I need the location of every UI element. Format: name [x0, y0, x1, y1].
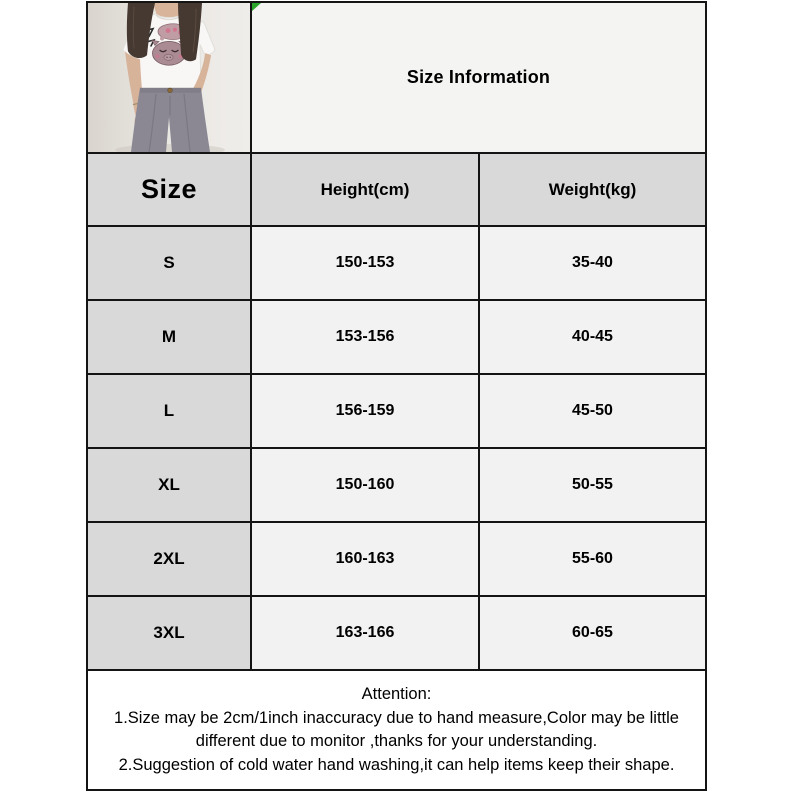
- size-information-title-cell: [251, 2, 706, 153]
- top-row: [87, 2, 706, 153]
- attention-heading: Attention:: [361, 685, 432, 703]
- model-photo-cell: [87, 2, 251, 153]
- size-chart-table: [86, 1, 707, 791]
- table-row: [87, 374, 706, 448]
- size-label: S: [87, 226, 251, 300]
- weight-value: 60-65: [479, 596, 706, 670]
- height-value: 150-153: [251, 226, 479, 300]
- size-label: XL: [87, 448, 251, 522]
- height-value: 163-166: [251, 596, 479, 670]
- attention-block: [87, 670, 706, 790]
- weight-value: 40-45: [479, 300, 706, 374]
- size-label: L: [87, 374, 251, 448]
- size-chart-sheet: [86, 1, 705, 791]
- size-label: 3XL: [87, 596, 251, 670]
- attention-row: [87, 670, 706, 790]
- height-value: 150-160: [251, 448, 479, 522]
- attention-note: 2.Suggestion of cold water hand washing,it can help items keep their shape.: [118, 755, 675, 774]
- weight-value: 55-60: [479, 522, 706, 596]
- height-value: 160-163: [251, 522, 479, 596]
- column-header-size: Size: [87, 153, 251, 226]
- column-header-weight: Weight(kg): [479, 153, 706, 226]
- weight-value: 35-40: [479, 226, 706, 300]
- model-photo: [88, 3, 250, 152]
- size-label: M: [87, 300, 251, 374]
- table-row: [87, 300, 706, 374]
- table-row: [87, 596, 706, 670]
- height-value: 153-156: [251, 300, 479, 374]
- table-header-row: [87, 153, 706, 226]
- size-label: 2XL: [87, 522, 251, 596]
- table-row: [87, 226, 706, 300]
- green-corner-marker-icon: [252, 3, 261, 11]
- table-row: [87, 522, 706, 596]
- height-value: 156-159: [251, 374, 479, 448]
- page-title: Size Information: [406, 67, 551, 87]
- table-row: [87, 448, 706, 522]
- attention-note: 1.Size may be 2cm/1inch inaccuracy due to hand measure,Color may be little different due to monitor ,thanks for your understanding.: [114, 708, 679, 750]
- column-header-height: Height(cm): [251, 153, 479, 226]
- weight-value: 50-55: [479, 448, 706, 522]
- weight-value: 45-50: [479, 374, 706, 448]
